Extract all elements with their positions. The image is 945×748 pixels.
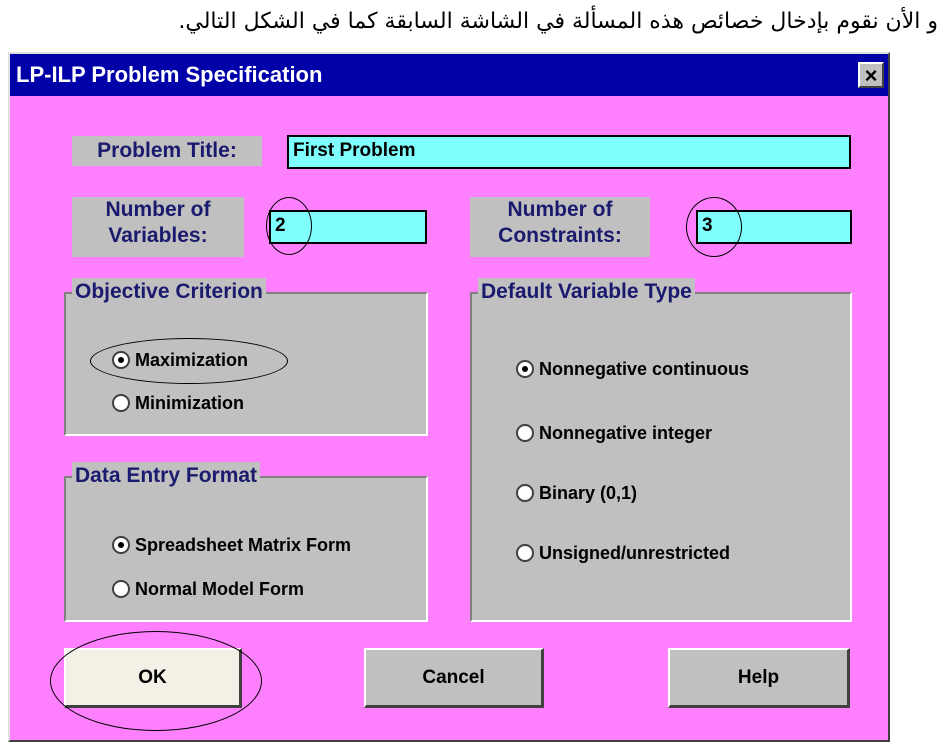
radio-spreadsheet-matrix-label: Spreadsheet Matrix Form (135, 535, 352, 555)
problem-title-input[interactable]: First Problem (287, 135, 851, 169)
default-variable-type-group (470, 280, 852, 622)
radio-unselected-icon (516, 424, 534, 442)
title-bar[interactable] (10, 54, 888, 96)
num-constraints-input[interactable]: 3 (696, 210, 852, 244)
num-variables-label-line1: Number of (105, 198, 211, 221)
num-variables-input[interactable]: 2 (269, 210, 427, 244)
objective-criterion-legend: Objective Criterion (72, 278, 266, 306)
annotation-circle-ok (50, 631, 262, 731)
arabic-caption: و الأن نقوم بإدخال خصائص هذه المسألة في الشاشة السابقة كما في الشكل التالي. (178, 9, 938, 34)
radio-selected-icon (516, 360, 534, 378)
radio-maximization-label: Maximization (135, 350, 249, 370)
close-icon: × (864, 63, 878, 88)
radio-nonnegative-integer[interactable] (516, 422, 712, 444)
radio-unselected-icon (516, 544, 534, 562)
radio-nonnegative-continuous-label: Nonnegative continuous (539, 359, 750, 379)
radio-binary-label: Binary (0,1) (539, 483, 638, 503)
radio-normal-model-label: Normal Model Form (135, 579, 305, 599)
radio-nonnegative-continuous[interactable] (516, 358, 749, 380)
num-variables-label (72, 197, 244, 257)
problem-specification-dialog (8, 52, 890, 742)
radio-normal-model[interactable] (112, 578, 304, 600)
close-button[interactable] (858, 62, 884, 88)
num-constraints-label-line2: Constraints: (498, 224, 622, 247)
radio-spreadsheet-matrix[interactable] (112, 534, 351, 556)
radio-unsigned-unrestricted[interactable] (516, 542, 730, 564)
annotation-circle-variables (266, 197, 312, 255)
radio-unsigned-unrestricted-label: Unsigned/unrestricted (539, 543, 731, 563)
num-constraints-label-line1: Number of (507, 198, 613, 221)
data-entry-format-legend: Data Entry Format (72, 462, 260, 490)
problem-title-label: Problem Title: (72, 136, 262, 166)
radio-nonnegative-integer-label: Nonnegative integer (539, 423, 713, 443)
num-constraints-label (470, 197, 650, 257)
default-variable-type-legend: Default Variable Type (478, 278, 695, 306)
radio-selected-icon (112, 536, 130, 554)
data-entry-format-group (64, 464, 428, 622)
radio-unselected-icon (112, 394, 130, 412)
num-variables-label-line2: Variables: (108, 224, 208, 247)
cancel-button[interactable]: Cancel (364, 648, 544, 708)
radio-binary[interactable] (516, 482, 637, 504)
ok-button[interactable]: OK (64, 648, 242, 708)
radio-unselected-icon (516, 484, 534, 502)
annotation-circle-maximization (90, 338, 288, 384)
dialog-title: LP-ILP Problem Specification (16, 62, 323, 87)
radio-unselected-icon (112, 580, 130, 598)
radio-minimization[interactable] (112, 392, 244, 414)
annotation-circle-constraints (686, 197, 742, 257)
radio-minimization-label: Minimization (135, 393, 244, 413)
help-button[interactable]: Help (668, 648, 850, 708)
